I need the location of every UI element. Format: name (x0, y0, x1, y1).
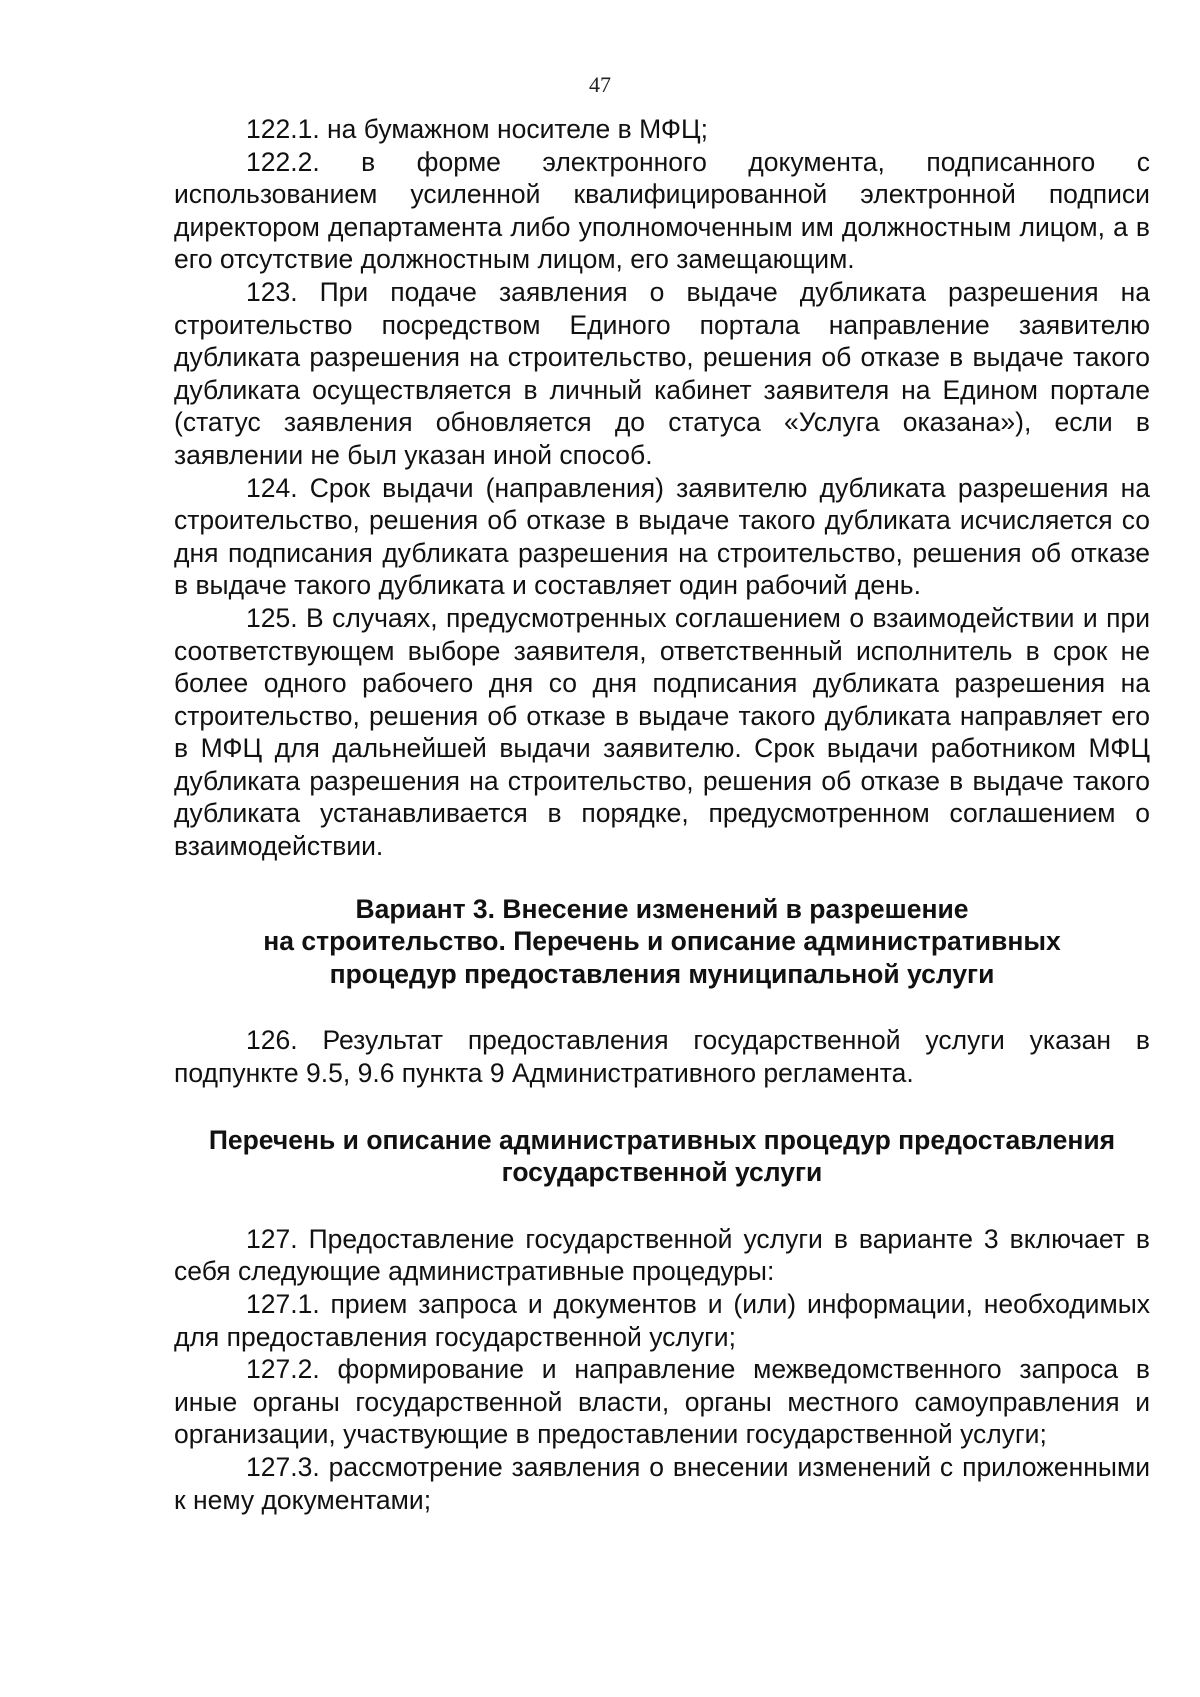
paragraph-122-1: 122.1. на бумажном носителе в МФЦ; (246, 114, 708, 144)
section-heading-variant-3 (174, 893, 1150, 991)
page-content (174, 113, 1150, 1516)
paragraph-123: 123. При подаче заявления о выдаче дубликата разрешения на строительство посредством Единого портала направление заявителю дубликата разрешения на строительство, решения об отказе в выдаче такого дубликата осуществляется в личный кабинет заявителя на Едином портале (статус заявления обновляется до статуса «Услуга оказана»), если в заявлении не был указан иной способ. (174, 276, 1150, 470)
page-number: 47 (589, 72, 611, 97)
paragraph-124: 124. Срок выдачи (направления) заявителю дубликата разрешения на строительство, решения об отказе в выдаче такого дубликата исчисляется со дня подписания дубликата разрешения на строительство, решения об отказе в выдаче такого дубликата и составляет один рабочий день. (174, 472, 1150, 601)
paragraph-126: 126. Результат предоставления государственной услуги указан в подпункте 9.5, 9.6 пункта 9 Административного регламента. (174, 1025, 1150, 1089)
paragraph-127-3: 127.3. рассмотрение заявления о внесении изменений с приложенными к нему документами; (174, 1451, 1150, 1515)
paragraph-122-2: 122.2. в форме электронного документа, подписанного с использованием усиленной квалифицированной электронной подписи директором департамента либо уполномоченным им должностным лицом, а в его отсутствие должностным лицом, его замещающим. (174, 146, 1150, 275)
heading-line: на строительство. Перечень и описание административных (263, 926, 1061, 957)
paragraph-127-2: 127.2. формирование и направление межведомственного запроса в иные органы государственной власти, органы местного самоуправления и организации, участвующие в предоставлении государственной услуги; (174, 1354, 1150, 1450)
section-heading-procedures (174, 1124, 1150, 1189)
heading-line: Перечень и описание административных процедур предоставления (208, 1124, 1116, 1155)
paragraph-127: 127. Предоставление государственной услуги в варианте 3 включает в себя следующие административные процедуры: (174, 1223, 1150, 1287)
paragraph-127-1: 127.1. прием запроса и документов и (или) информации, необходимых для предоставления государственной услуги; (174, 1289, 1150, 1352)
heading-line: Вариант 3. Внесение изменений в разрешение (355, 893, 969, 924)
paragraph-125: 125. В случаях, предусмотренных соглашением о взаимодействии и при соответствующем выборе заявителя, ответственный исполнитель в срок не более одного рабочего дня со дня подписания дубликата разрешения на строительство, решения об отказе в выдаче такого дубликата направляет его в МФЦ для дальнейшей выдачи заявителю. Срок выдачи работником МФЦ дубликата разрешения на строительство, решения об отказе в выдаче такого дубликата устанавливается в порядке, предусмотренном соглашением о взаимодействии. (174, 602, 1150, 862)
heading-line: государственной услуги (501, 1157, 823, 1188)
heading-line: процедур предоставления муниципальной услуги (329, 958, 995, 989)
